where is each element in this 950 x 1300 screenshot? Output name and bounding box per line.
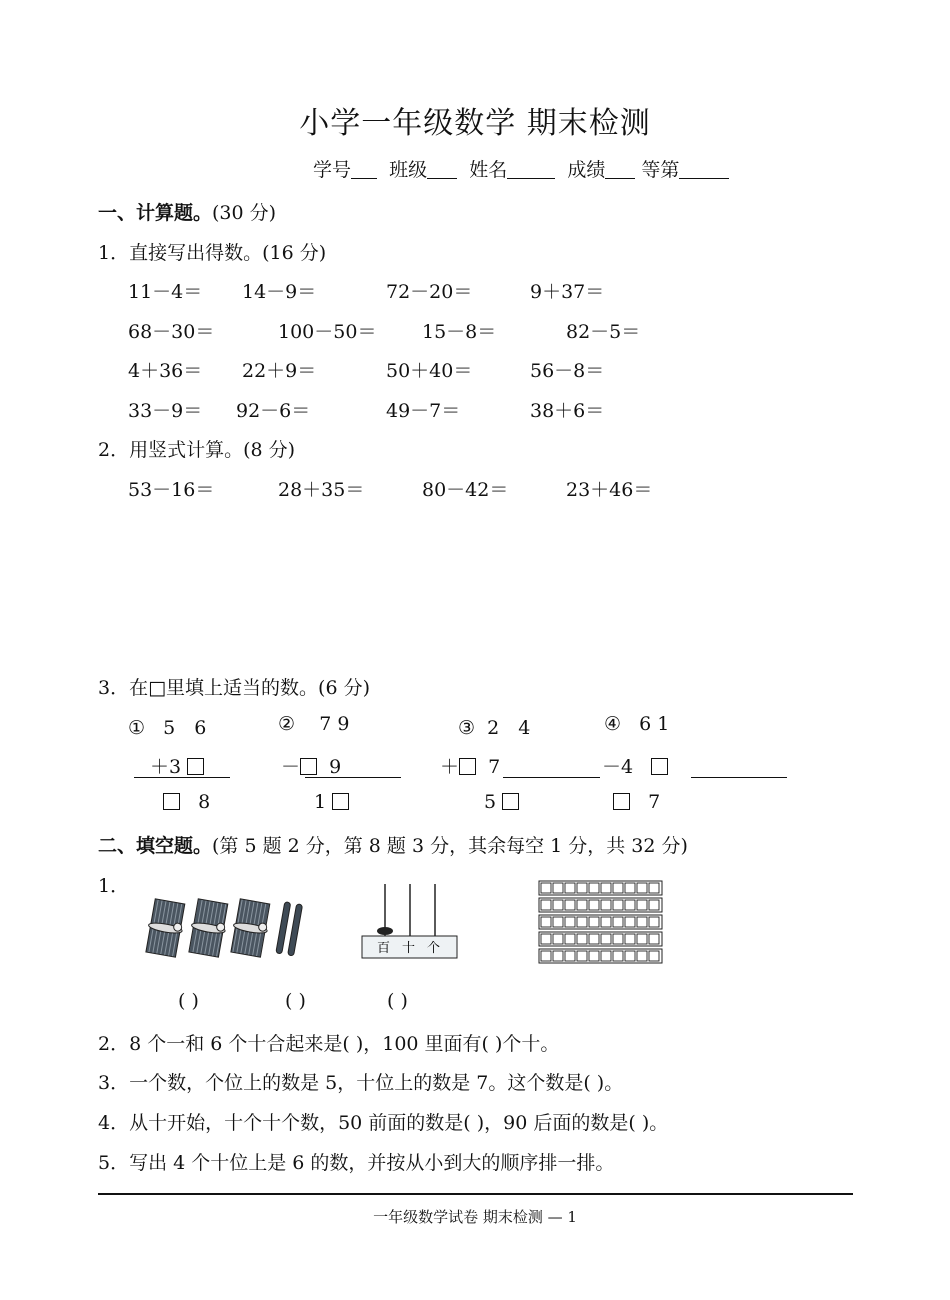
abacus-label: 个 xyxy=(427,941,441,956)
problem: 68－30＝ xyxy=(128,321,215,343)
q3-item-2-top xyxy=(278,713,349,735)
grid-square xyxy=(613,883,623,893)
bundle-of-ten xyxy=(187,898,230,957)
circle-number: ② xyxy=(278,713,296,735)
s2-q5: 5．写出 4 个十位上是 6 的数，并按从小到大的顺序排一排。 xyxy=(98,1152,615,1174)
top-digits: 2 4 xyxy=(487,717,531,739)
s2-q1-label: 1． xyxy=(98,875,130,897)
grid-square xyxy=(553,951,563,961)
operand: ＋ xyxy=(440,756,460,778)
problem: 22＋9＝ xyxy=(242,360,317,382)
grid-square xyxy=(541,934,551,944)
operand: ＋3 xyxy=(150,756,182,778)
problem: 9＋37＝ xyxy=(530,281,605,303)
problem: 11－4＝ xyxy=(128,281,203,303)
s2-q3: 3．一个数，个位上的数是 5，十位上的数是 7。这个数是( )。 xyxy=(98,1072,624,1094)
score-blank[interactable] xyxy=(605,159,635,179)
q1-label: 1．直接写出得数。(16 分) xyxy=(98,242,327,264)
grid-square xyxy=(649,900,659,910)
problem: 14－9＝ xyxy=(242,281,317,303)
circle-number: ③ xyxy=(458,717,476,739)
vertical-problem: 28＋35＝ xyxy=(278,479,365,501)
answer-box[interactable] xyxy=(187,758,204,775)
s2-q2: 2．8 个一和 6 个十合起来是( )，100 里面有( )个十。 xyxy=(98,1033,560,1055)
student-info-line xyxy=(313,155,729,182)
operand: － xyxy=(281,756,301,778)
q3-item-3-operand xyxy=(440,752,500,779)
q3-item-2-result xyxy=(314,791,349,813)
digit: 7 xyxy=(648,791,661,813)
section2-points: (第 5 题 2 分，第 8 题 3 分，其余每空 1 分，共 32 分) xyxy=(212,835,688,857)
problem: 33－9＝ xyxy=(128,400,203,422)
grid-square xyxy=(577,934,587,944)
name-label: 姓名 xyxy=(469,159,508,181)
sum-line xyxy=(503,777,600,778)
top-digits: 7 9 xyxy=(319,713,350,735)
answer-box[interactable] xyxy=(300,758,317,775)
problem: 15－8＝ xyxy=(422,321,497,343)
problem: 82－5＝ xyxy=(566,321,641,343)
grid-square xyxy=(565,917,575,927)
vertical-problem: 53－16＝ xyxy=(128,479,215,501)
vertical-problem: 80－42＝ xyxy=(422,479,509,501)
problem: 49－7＝ xyxy=(386,400,461,422)
student-no-blank[interactable] xyxy=(351,159,377,179)
single-sticks xyxy=(276,902,303,956)
grid-square xyxy=(541,883,551,893)
grade-blank[interactable] xyxy=(679,159,729,179)
answer-blank[interactable]: ( ) xyxy=(178,990,199,1012)
grid-square xyxy=(625,900,635,910)
grid-square xyxy=(589,900,599,910)
grid-square xyxy=(577,951,587,961)
grid-square xyxy=(649,917,659,927)
problem: 4＋36＝ xyxy=(128,360,203,382)
grid-square xyxy=(565,934,575,944)
name-blank[interactable] xyxy=(507,159,555,179)
grid-square xyxy=(541,951,551,961)
grid-square xyxy=(613,934,623,944)
grid-square xyxy=(565,883,575,893)
section2-title: 二、填空题。 xyxy=(98,835,213,857)
grid-square xyxy=(625,951,635,961)
grid-square xyxy=(589,883,599,893)
answer-blank[interactable]: ( ) xyxy=(285,990,306,1012)
grid-square xyxy=(625,883,635,893)
q3-item-4-result xyxy=(613,791,660,813)
sum-line xyxy=(134,777,230,778)
q2-label: 2．用竖式计算。(8 分) xyxy=(98,439,296,461)
problem: 38＋6＝ xyxy=(530,400,605,422)
answer-box[interactable] xyxy=(651,758,668,775)
digit: 9 xyxy=(329,756,342,778)
grid-square xyxy=(649,883,659,893)
problem: 100－50＝ xyxy=(278,321,377,343)
grid-square xyxy=(553,900,563,910)
problem: 56－8＝ xyxy=(530,360,605,382)
abacus-image xyxy=(360,880,460,960)
page-title: 小学一年级数学 期末检测 xyxy=(299,106,651,141)
stick-bundles-image xyxy=(140,895,310,965)
abacus-label: 百 xyxy=(377,941,391,956)
grid-square xyxy=(589,934,599,944)
problem: 92－6＝ xyxy=(236,400,311,422)
q3-item-1-result xyxy=(163,791,210,813)
problem: 50＋40＝ xyxy=(386,360,473,382)
grid-square xyxy=(649,934,659,944)
footer-divider xyxy=(98,1193,853,1195)
section1-title: 一、计算题。 xyxy=(98,202,213,224)
page-footer: 一年级数学试卷 期末检测 — 1 xyxy=(373,1208,577,1226)
answer-box[interactable] xyxy=(163,793,180,810)
section2-heading xyxy=(98,831,688,858)
grid-square xyxy=(601,934,611,944)
grid-square xyxy=(553,883,563,893)
sum-line xyxy=(305,777,401,778)
answer-box[interactable] xyxy=(459,758,476,775)
grid-square xyxy=(577,917,587,927)
student-no-label: 学号 xyxy=(313,159,352,181)
digit: 7 xyxy=(488,756,501,778)
s2-q4: 4．从十开始，十个十个数，50 前面的数是( )，90 后面的数是( )。 xyxy=(98,1112,669,1134)
q3-item-3-result xyxy=(484,791,519,813)
grid-square xyxy=(601,917,611,927)
grade-label: 等第 xyxy=(641,159,680,181)
abacus-bead xyxy=(377,927,393,935)
grid-square xyxy=(613,900,623,910)
bundle-of-ten xyxy=(144,898,187,957)
top-digits: 6 1 xyxy=(639,713,670,735)
grid-square xyxy=(649,951,659,961)
grid-square xyxy=(601,951,611,961)
grid-square xyxy=(601,900,611,910)
operand: －4 xyxy=(602,756,634,778)
grid-square xyxy=(637,951,647,961)
q3-item-1-operand xyxy=(150,752,204,779)
answer-box[interactable] xyxy=(613,793,630,810)
bundle-of-ten xyxy=(229,898,272,957)
grid-square xyxy=(541,917,551,927)
grid-square xyxy=(613,917,623,927)
abacus-label: 十 xyxy=(402,941,416,956)
top-digits: 5 6 xyxy=(163,717,207,739)
answer-box[interactable] xyxy=(502,793,519,810)
answer-blank[interactable]: ( ) xyxy=(387,990,408,1012)
vertical-problem: 23＋46＝ xyxy=(566,479,653,501)
grid-square xyxy=(637,934,647,944)
answer-box[interactable] xyxy=(332,793,349,810)
grid-square xyxy=(577,900,587,910)
circle-number: ① xyxy=(128,717,146,739)
grid-square xyxy=(589,917,599,927)
grid-square xyxy=(625,934,635,944)
q3-item-2-operand xyxy=(281,752,341,779)
sum-line xyxy=(691,777,787,778)
grid-square xyxy=(565,951,575,961)
grid-square xyxy=(577,883,587,893)
q3-item-4-top xyxy=(604,713,669,735)
grid-square xyxy=(541,900,551,910)
digit: 5 xyxy=(484,791,497,813)
grid-square xyxy=(637,900,647,910)
grid-square xyxy=(601,883,611,893)
grid-square xyxy=(637,883,647,893)
circle-number: ④ xyxy=(604,713,622,735)
grid-square xyxy=(637,917,647,927)
q3-label: 3．在□里填上适当的数。(6 分) xyxy=(98,677,370,699)
grid-square xyxy=(565,900,575,910)
grid-square xyxy=(553,934,563,944)
square-grid-image xyxy=(538,879,664,967)
grid-square xyxy=(613,951,623,961)
digit: 1 xyxy=(314,791,327,813)
q3-item-3-top xyxy=(458,713,530,740)
grid-square xyxy=(553,917,563,927)
q3-item-4-operand xyxy=(602,752,668,779)
problem: 72－20＝ xyxy=(386,281,473,303)
grid-square xyxy=(625,917,635,927)
section1-heading xyxy=(98,198,276,225)
digit: 8 xyxy=(198,791,211,813)
class-blank[interactable] xyxy=(427,159,457,179)
class-label: 班级 xyxy=(389,159,428,181)
section1-points: (30 分) xyxy=(212,202,277,224)
score-label: 成绩 xyxy=(567,159,606,181)
q3-item-1-top xyxy=(128,713,206,740)
grid-square xyxy=(589,951,599,961)
